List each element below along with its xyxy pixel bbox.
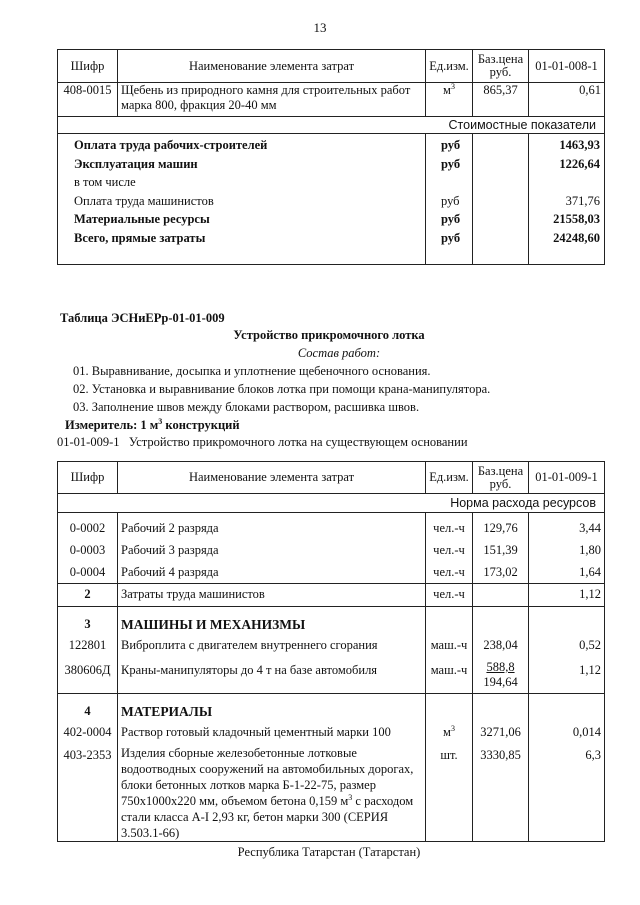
costs-units [426, 134, 473, 265]
cost-unit: руб [441, 230, 461, 245]
row-unit: чел.-ч [426, 584, 473, 607]
machines-names: МАШИНЫ И МЕХАНИЗМЫ Виброплита с двигателем внутреннего сгорания Краны-манипуляторы до 4 т на базе автомобиля [118, 607, 426, 694]
cost-value: 21558,03 [553, 212, 600, 226]
table-title: Таблица ЭСНиЕРр-01-01-009 [60, 311, 225, 325]
work-item: 01. Выравнивание, досыпка и уплотнение щебеночного основания. [73, 364, 431, 378]
materials-units: $м^3$ шт. [426, 694, 473, 842]
page-footer: Республика Татарстан (Татарстан) [237, 845, 421, 859]
machinists-row [58, 584, 605, 607]
cost-label: Материальные ресурсы [74, 212, 210, 226]
header-unit: Ед.изм. [426, 462, 473, 494]
costs-labels [58, 134, 426, 265]
labor-values: 3,44 1,80 1,64 [529, 513, 605, 584]
work-item: 03. Заполнение швов между блоками раствором, расшивка швов. [73, 400, 420, 414]
machines-codes: 3 122801 380606Д [58, 607, 118, 694]
machines-units: маш.-ч маш.-ч [426, 607, 473, 694]
row-unit: $м^3$ [426, 83, 473, 117]
work-item: 02. Установка и выравнивание блоков лотка при помощи крана-манипулятора. [73, 382, 491, 396]
section-label-row [58, 494, 605, 513]
section-heading: Устройство прикромочного лотка [233, 328, 425, 342]
material-long-name: Изделия сборные железобетонные лотковые водоотводных сооружений на автомобильных дорогах, блоки бетонных лотков марка Б-1-22-75, размер 750x1000x220 мм, объемом бетона 0,159 $м^3$ с расходом стали класса А-I 2,93 кг, бетон марки 300 (СЕРИЯ 3.503.1-66) [121, 746, 414, 840]
labor-names: Рабочий 2 разряда Рабочий 3 разряда Рабочий 4 разряда [118, 513, 426, 584]
cost-unit: руб [441, 138, 461, 152]
costs-values [529, 134, 605, 265]
header-name: Наименование элемента затрат [118, 462, 426, 494]
machines-prices: 238,04 588,8 194,64 [473, 607, 529, 694]
cost-table-008 [57, 49, 605, 265]
header-norm: 01-01-009-1 [529, 462, 605, 494]
section-label: Норма расхода ресурсов [58, 494, 605, 513]
cost-label: в том числе [74, 175, 136, 189]
norm-name: Устройство прикромочного лотка на существующем основании [128, 435, 468, 449]
cost-unit [441, 173, 472, 192]
row-code: 2 [58, 584, 118, 607]
measure-unit: Измеритель: 1 $м^3$ конструкций [65, 416, 240, 432]
norm-code: 01-01-009-1 [57, 435, 120, 449]
cost-value: 1463,93 [559, 138, 600, 152]
cost-label: Эксплуатация машин [74, 156, 198, 171]
row-name: Щебень из природного камня для строительных работ марка 800, фракция 20-40 мм [118, 83, 426, 117]
cost-value: 1226,64 [559, 156, 600, 171]
materials-codes: 4 402-0004 403-2353 [58, 694, 118, 842]
cost-label: Оплата труда машинистов [74, 193, 214, 208]
row-value: 1,12 [529, 584, 605, 607]
header-price: Баз.цена руб. [473, 462, 529, 494]
section-label: Стоимостные показатели [58, 117, 605, 134]
row-price [473, 584, 529, 607]
row-name: Затраты труда машинистов [118, 584, 426, 607]
materials-block [58, 694, 605, 842]
header-price: Баз.цена руб. [473, 50, 529, 83]
materials-prices: 3271,06 3330,85 [473, 694, 529, 842]
materials-values: 0,014 6,3 [529, 694, 605, 842]
row-value: 0,61 [529, 83, 605, 117]
machines-block [58, 607, 605, 694]
page-number: 13 [313, 20, 327, 35]
labor-block [58, 513, 605, 584]
labor-units: чел.-ч чел.-ч чел.-ч [426, 513, 473, 584]
cost-unit: руб [441, 156, 461, 171]
labor-prices: 129,76 151,39 173,02 [473, 513, 529, 584]
cost-label: Всего, прямые затраты [74, 230, 206, 245]
norm-title [57, 435, 468, 450]
header-code: Шифр [58, 462, 118, 494]
cost-unit: руб [441, 212, 461, 226]
section-label-row [58, 117, 605, 134]
cost-label: Оплата труда рабочих-строителей [74, 138, 268, 152]
header-unit: Ед.изм. [426, 50, 473, 83]
costs-block [58, 134, 605, 265]
table-header-row [58, 462, 605, 494]
materials-names: МАТЕРИАЛЫ Раствор готовый кладочный цементный марки 100 Изделия сборные железобетонные лотковые водоотводных сооружений на автомобильных дорогах, блоки бетонных лотков марка Б-1-22-75, размер 750x1000x220 мм, объемом бетона 0,159 $м^3$ с расходом стали класса А-I 2,93 кг, бетон марки 300 (СЕРИЯ 3.503.1-66) [118, 694, 426, 842]
table-row [58, 83, 605, 117]
cost-value [529, 173, 600, 192]
row-code: 408-0015 [58, 83, 118, 117]
works-title: Состав работ: [297, 346, 381, 360]
machines-values: 0,52 1,12 [529, 607, 605, 694]
header-code: Шифр [58, 50, 118, 83]
resource-table-009 [57, 461, 605, 842]
table-header-row [58, 50, 605, 83]
cost-value: 371,76 [565, 193, 600, 208]
cost-value: 24248,60 [553, 230, 600, 245]
costs-empty [473, 134, 529, 265]
header-norm: 01-01-008-1 [529, 50, 605, 83]
cost-unit: руб [441, 193, 460, 208]
labor-codes: 0-0002 0-0003 0-0004 [58, 513, 118, 584]
header-name: Наименование элемента затрат [118, 50, 426, 83]
row-price: 865,37 [473, 83, 529, 117]
